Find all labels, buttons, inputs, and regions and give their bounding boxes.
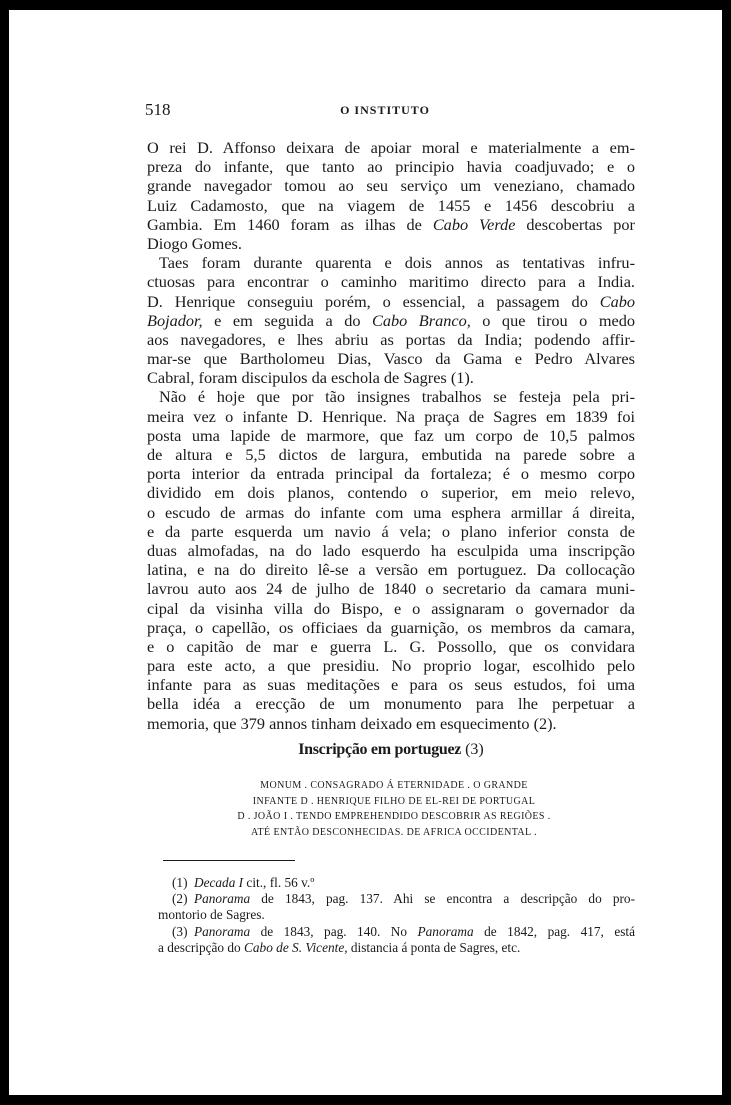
footnote-number: (2) <box>172 891 188 907</box>
text-line: Luiz Cadamosto, que na viagem de 1455 e 1456 descobriu a <box>147 195 635 215</box>
italic-cabo-verde: Cabo Verde <box>432 214 516 234</box>
text-line: ctuosas para encontrar o caminho maritimo directo para a India. <box>147 272 635 292</box>
body-text <box>147 138 635 733</box>
footnote-text: a descripção do <box>158 939 245 955</box>
footnote-text: cit., fl. 56 v.º <box>243 875 315 890</box>
text-line: Não é hoje que por tão insignes trabalhos se festeja pela pri- <box>159 387 635 407</box>
text-line: e o capitão de mar e guerra L. G. Possollo, que os convidara <box>147 636 635 656</box>
text-line: e da parte esquerda um navio á vela; o plano inferior consta de <box>147 521 635 541</box>
text-line: latina, e na do direito lê-se a versão em portuguez. Da collocação <box>147 560 635 580</box>
section-heading <box>147 741 635 759</box>
text-line: dividido em dois planos, contendo o superior, em meio relevo, <box>147 483 635 503</box>
text-line: O rei D. Affonso deixara de apoiar moral e materialmente a em- <box>147 138 635 157</box>
running-header <box>145 100 625 120</box>
inscription-block <box>199 778 589 841</box>
text-line: posta uma lapide de marmore, que faz um corpo de 10,5 palmos <box>147 425 635 445</box>
italic-cabo: Cabo <box>599 291 635 311</box>
text-line: para este acto, a que presidiu. No proprio logar, escolhido pelo <box>147 656 635 676</box>
running-title: O INSTITUTO <box>340 103 430 117</box>
text-line <box>147 292 635 311</box>
text-line: aos navegadores, e lhes abriu as portas da India; podendo affir- <box>147 329 635 349</box>
text-segment: Gambia. Em 1460 foram as ilhas de <box>147 214 433 234</box>
text-segment: descobertas por <box>515 214 635 234</box>
text-line: porta interior da entrada principal da fortaleza; é o mesmo corpo <box>147 464 635 484</box>
footnote-number: (3) <box>172 923 188 939</box>
footnote-divider <box>163 860 295 861</box>
footnote-1 <box>172 875 635 891</box>
text-line: meira vez o infante D. Henrique. Na praça de Sagres em 1839 foi <box>147 406 635 426</box>
inscription-line: D . JOÃO I . TENDO EMPREHENDIDO DESCOBRIR AS REGIÕES . <box>237 811 551 823</box>
footnote-text: distancia á ponta de Sagres, etc. <box>347 939 521 955</box>
footnote-italic: Decada I <box>194 875 244 890</box>
heading-title: Inscripção em portuguez <box>298 741 462 758</box>
footnote-2-continued: montorio de Sagres. <box>158 907 265 923</box>
text-line: praça, o capellão, os officiaes da guarnição, os membros da camara, <box>147 617 635 637</box>
text-line <box>147 215 635 234</box>
footnote-italic: Panorama <box>194 923 251 939</box>
footnote-2 <box>172 891 635 907</box>
page-number: 518 <box>145 100 171 119</box>
text-line: infante para as suas meditações e para os seus estudos, foi uma <box>147 675 635 695</box>
book-page <box>9 10 722 1095</box>
text-line: Taes foram durante quarenta e dois annos as tentativas infru- <box>159 253 635 273</box>
footnote-italic: Panorama <box>194 891 251 907</box>
italic-bojador: Bojador, <box>147 310 203 330</box>
footnote-number: (1) <box>172 875 188 890</box>
footnote-3 <box>172 924 635 940</box>
footnote-text: de 1843, pag. 137. Ahi se encontra a descripção do pro- <box>250 891 635 907</box>
text-line: o escudo de armas do infante com uma esphera armillar á direita, <box>147 502 635 522</box>
footnote-text: de 1842, pag. 417, está <box>473 923 635 939</box>
footnote-italic: Panorama <box>417 923 474 939</box>
text-line: memoria, que 379 annos tinham deixado em esquecimento (2). <box>147 713 557 733</box>
italic-cabo-branco: Cabo Branco, <box>372 310 471 330</box>
text-line: Diogo Gomes. <box>147 233 242 253</box>
text-segment: o que tirou o medo <box>470 310 635 330</box>
text-line: cipal da visinha villa do Bispo, e o assignaram o governador da <box>147 598 635 618</box>
inscription-line: INFANTE D . HENRIQUE FILHO DE EL-REI DE PORTUGAL <box>252 795 536 807</box>
text-segment: e em seguida a do <box>202 310 372 330</box>
text-line <box>147 311 635 330</box>
text-segment: D. Henrique conseguiu porém, o essencial, a passagem do <box>147 291 600 311</box>
text-line: mar-se que Bartholomeu Dias, Vasco da Gama e Pedro Alvares <box>147 349 635 369</box>
inscription-line: ATÉ ENTÃO DESCONHECIDAS. DE AFRICA OCCIDENTAL . <box>251 827 537 839</box>
footnote-text: de 1843, pag. 140. No <box>250 923 418 939</box>
text-line: lavrou auto aos 24 de julho de 1840 o secretario da camara muni- <box>147 579 635 599</box>
footnotes <box>158 875 635 956</box>
heading-note-ref: (3) <box>461 741 484 758</box>
footnote-3-continued <box>158 940 635 956</box>
text-line: de altura e 5,5 dictos de largura, embutida na parede sobre a <box>147 445 635 464</box>
text-line: bella idéa a erecção de um monumento para lhe perpetuar a <box>147 694 635 714</box>
text-line: Cabral, foram discipulos da eschola de Sagres (1). <box>147 368 474 388</box>
text-line: preza do infante, que tanto ao principio havia coadjuvado; e o <box>147 157 635 177</box>
text-line: duas almofadas, na do lado esquerdo ha esculpida uma inscripção <box>147 540 635 560</box>
footnote-italic: Cabo de S. Vicente, <box>244 939 348 955</box>
inscription-line: MONUM . CONSAGRADO Á ETERNIDADE . O GRANDE <box>260 780 528 791</box>
text-line: grande navegador tomou ao seu serviço um veneziano, chamado <box>147 176 635 196</box>
